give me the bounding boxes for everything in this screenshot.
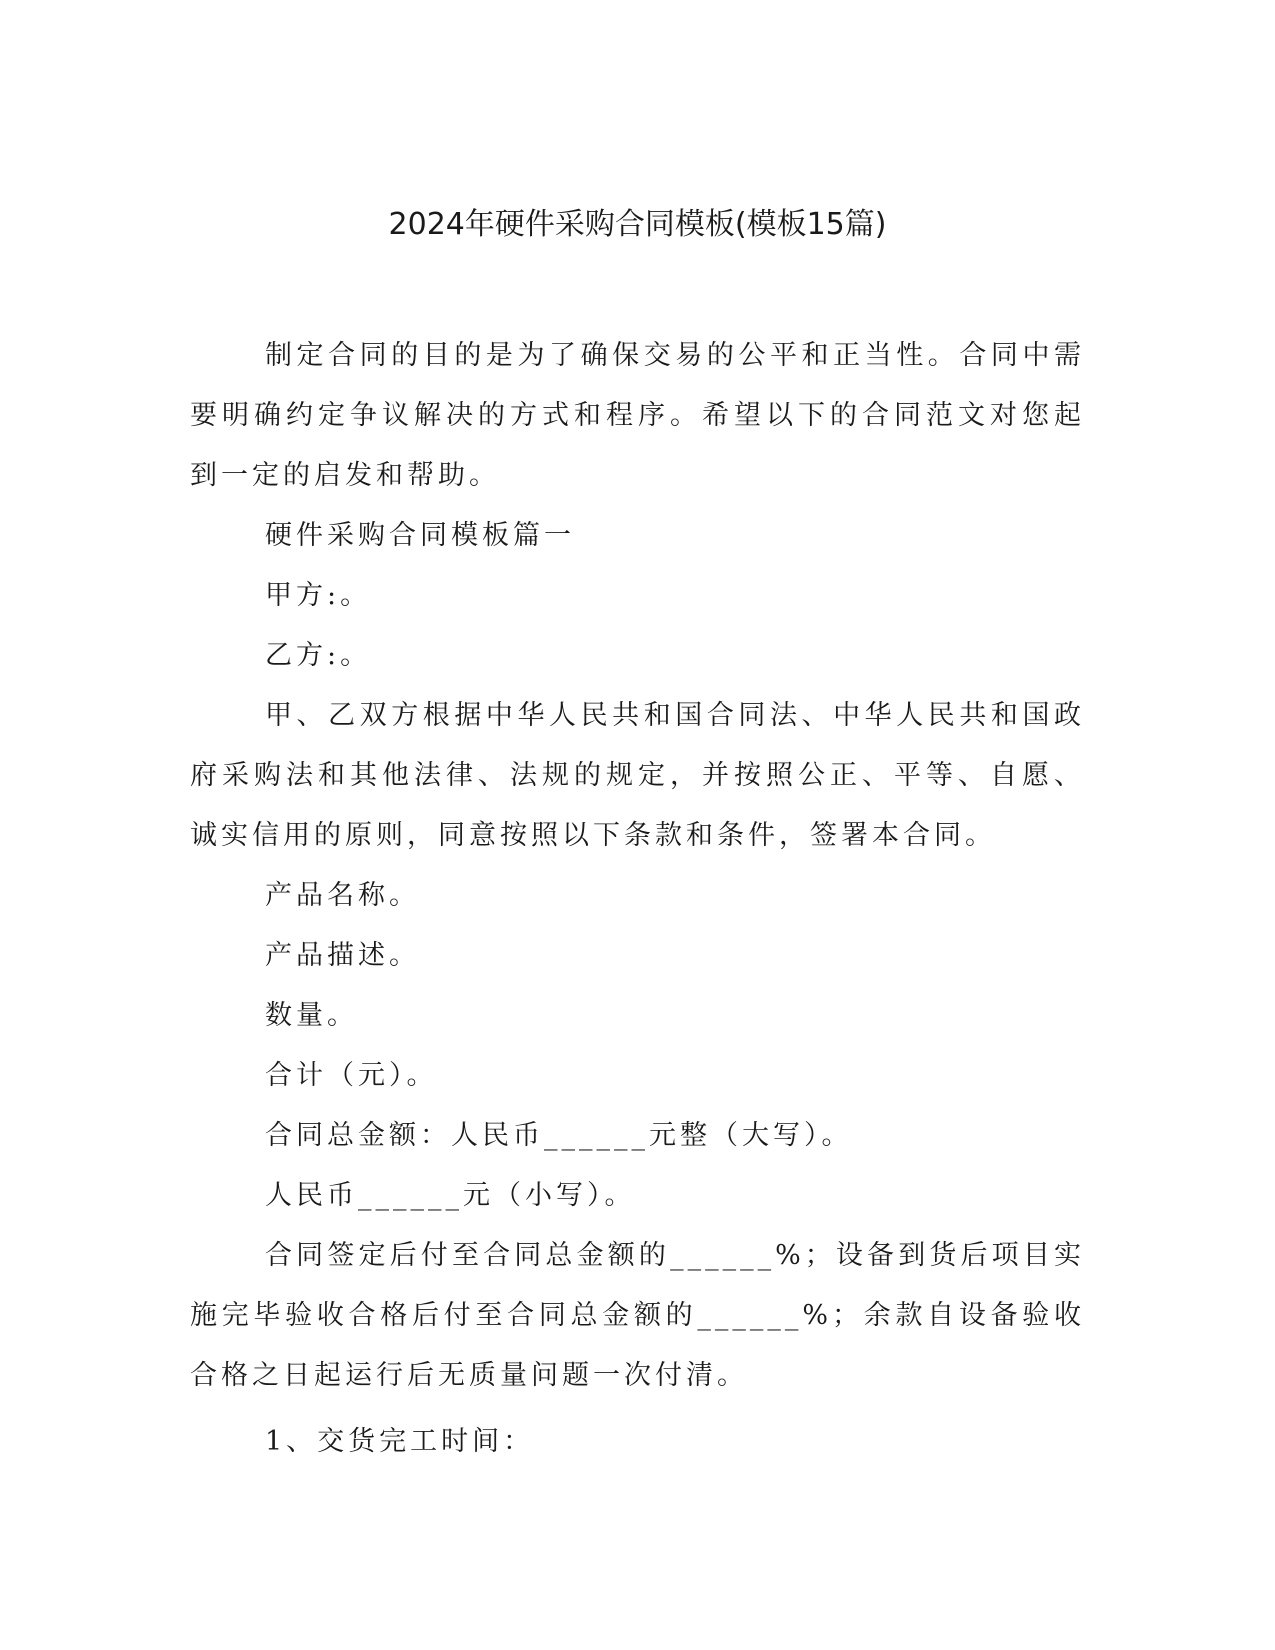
agreement-paragraph: 甲、乙双方根据中华人民共和国合同法、中华人民共和国政府采购法和其他法律、法规的规定，并按照公正、平等、自愿、诚实信用的原则，同意按照以下条款和条件，签署本合同。 (190, 700, 1085, 851)
contract-amount-lowercase-line: 人民币______元（小写）。 (265, 1180, 636, 1211)
document-title: 2024年硬件采购合同模板(模板15篇) (388, 207, 887, 242)
product-description-line: 产品描述。 (265, 940, 420, 971)
section-heading: 硬件采购合同模板篇一 (265, 520, 575, 551)
intro-paragraph: 制定合同的目的是为了确保交易的公平和正当性。合同中需要明确约定争议解决的方式和程序。希望以下的合同范文对您起到一定的启发和帮助。 (190, 340, 1085, 491)
delivery-time-clause: 1、交货完工时间： (265, 1426, 535, 1457)
document-body (190, 326, 1085, 1472)
party-b-line: 乙方:。 (265, 640, 372, 671)
product-name-line: 产品名称。 (265, 880, 420, 911)
total-line: 合计（元）。 (265, 1060, 438, 1091)
quantity-line: 数量。 (265, 1000, 358, 1031)
party-a-line: 甲方:。 (265, 580, 372, 611)
payment-terms-paragraph: 合同签定后付至合同总金额的______%；设备到货后项目实施完毕验收合格后付至合同总金额的______%；余款自设备验收合格之日起运行后无质量问题一次付清。 (190, 1240, 1085, 1391)
contract-amount-uppercase-line: 合同总金额：人民币______元整（大写）。 (265, 1120, 853, 1151)
